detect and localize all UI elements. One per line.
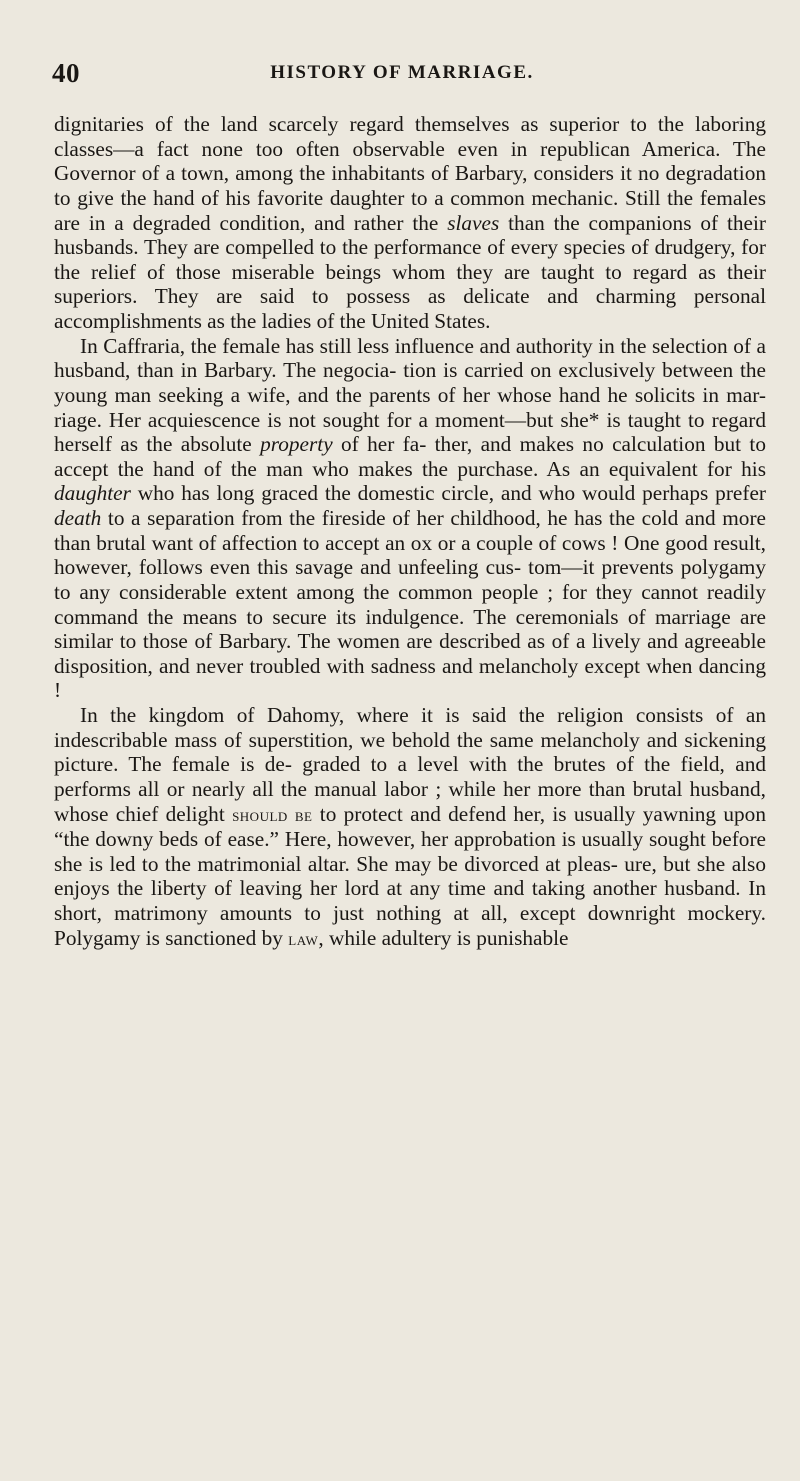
body-text [54, 112, 766, 951]
text-run: who has long graced the domestic circle, and who would perhaps prefer [130, 481, 766, 506]
text-run: to protect and defend her, is usually yawning upon “the downy beds of ease.” Here, however, her approbation is usually sought before she is led to the matrimonial altar. She may be divorced at pleas- ure, but she also enjoys the liberty of leaving her lord at any time and taking another husband. In short, matrimony amounts to just nothing at all, except downright mockery. Polygamy is sanctioned by [54, 801, 766, 950]
page-number: 40 [52, 58, 80, 88]
small-caps-text: law [288, 928, 319, 949]
running-head [52, 58, 712, 88]
paragraph-dahomy [54, 703, 766, 951]
paragraph-caffraria [54, 334, 766, 703]
text-run: In Caffraria, the female has still less influence and authority in the selection of a husband, than in Barbary. The negocia- tion is carried on exclusively between the young man seeking a wife, and the parents of her whose hand he solicits in mar- riage. Her acquiescence is not sought for a moment—but she* is taught to regard herself as the absolute [54, 333, 766, 457]
text-run: , while adultery is punishable [318, 925, 569, 950]
paragraph-barbary [54, 112, 766, 334]
text-run: In the kingdom of Dahomy, where it is said the religion consists of an indescribable mass of superstition, we behold the same melancholy and sickening picture. The female is de- graded to a level with the brutes of the field, and performs all or nearly all the manual labor ; while her more than brutal husband, whose chief delight [54, 703, 766, 826]
italic-text: daughter [54, 481, 131, 506]
small-caps-text: should be [232, 804, 313, 825]
running-title: HISTORY OF MARRIAGE. [270, 62, 534, 83]
text-run: dignitaries of the land scarcely regard themselves as superior to the laboring classes—a fact none too often observable even in republican America. The Governor of a town, among the inhabitants of Barbary, considers it no degradation to give the hand of his favorite daughter to a common mechanic. Still the females are in a degraded condition, and rather the [54, 112, 766, 235]
italic-text: death [54, 506, 102, 530]
text-run: than the companions of their husbands. They are compelled to the performance of every species of drudgery, for the relief of those miserable beings whom they are taught to regard as their superiors. They are said to possess as delicate and charming personal accomplishments as the ladies of the United States. [54, 210, 766, 333]
text-run: to a separation from the fireside of her childhood, he has the cold and more than brutal want of affection to accept an ox or a couple of cows ! One good result, however, follows even this savage and unfeeling cus- tom—it prevents polygamy to any considerable extent among the common people ; for they cannot readily command the means to secure its indulgence. The ceremonials of marriage are similar to those of Barbary. The women are described as of a lively and agreeable disposition, and never troubled with sadness and melancholy except when dancing ! [54, 506, 766, 703]
italic-text: property [260, 432, 333, 457]
text-run: of her fa- ther, and makes no calculation but to accept the hand of the man who makes the purchase. As an equivalent for his [54, 432, 766, 481]
italic-text: slaves [447, 210, 500, 235]
